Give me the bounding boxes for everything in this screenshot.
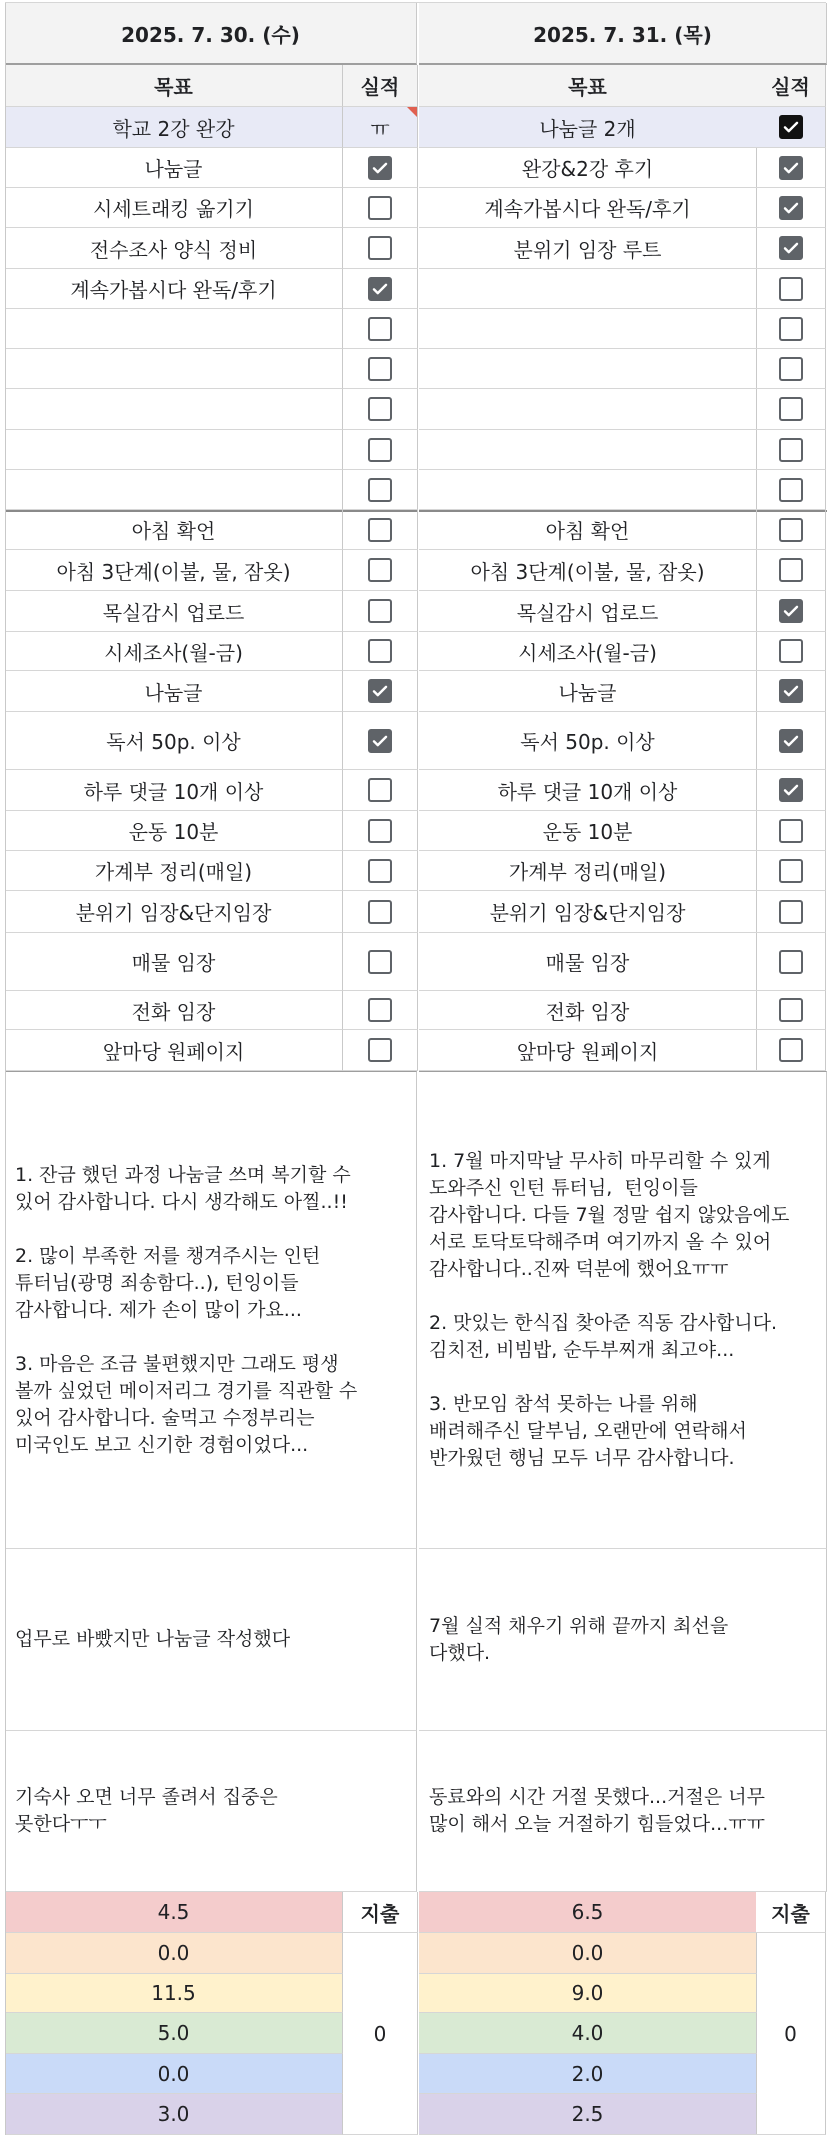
routine-cell[interactable]: 시세조사(월-금)	[419, 632, 757, 671]
routine-result-cell[interactable]	[756, 770, 826, 811]
routine-cell[interactable]: 가계부 정리(매일)	[5, 851, 343, 891]
goal-checkbox[interactable]	[368, 397, 392, 421]
routine-cell[interactable]: 나눔글	[5, 671, 343, 712]
time-value-cell[interactable]: 3.0	[5, 2094, 343, 2135]
goal-checkbox[interactable]	[779, 277, 803, 301]
reflection-text: 기숙사 오면 너무 졸려서 집중은 못한다ㅜㅜ	[15, 1786, 278, 1835]
goal-checkbox[interactable]	[368, 317, 392, 341]
goal-cell[interactable]	[419, 349, 757, 389]
routine-checkbox[interactable]	[779, 900, 803, 924]
routine-checkbox[interactable]	[779, 558, 803, 582]
goal-checkbox[interactable]	[779, 156, 803, 180]
routine-checkbox[interactable]	[368, 679, 392, 703]
expense-value-cell[interactable]: 0	[343, 1933, 418, 2135]
routine-result-cell[interactable]	[756, 991, 826, 1030]
time-value-cell[interactable]: 0.0	[5, 1933, 343, 1974]
routine-result-cell[interactable]	[343, 770, 418, 811]
checkmark-icon	[371, 159, 389, 177]
checkmark-icon	[782, 781, 800, 799]
goal-cell[interactable]: 분위기 임장 루트	[419, 228, 757, 269]
goal-cell[interactable]: 계속가봅시다 완독/후기	[419, 188, 757, 228]
routine-result-cell[interactable]	[343, 712, 418, 770]
goal-checkbox[interactable]	[368, 156, 392, 180]
routine-cell[interactable]: 전화 임장	[419, 991, 757, 1030]
routine-cell[interactable]: 아침 확언	[5, 510, 343, 550]
routine-result-cell[interactable]	[343, 632, 418, 671]
result-column-header: 실적	[343, 65, 418, 107]
checkmark-icon	[371, 682, 389, 700]
routine-checkbox[interactable]	[368, 778, 392, 802]
routine-cell[interactable]: 앞마당 원페이지	[419, 1030, 757, 1071]
date-label: 2025. 7. 31. (목)	[533, 22, 712, 47]
goal-result-cell[interactable]	[343, 309, 418, 349]
routine-checkbox[interactable]	[779, 729, 803, 753]
routine-checkbox[interactable]	[779, 859, 803, 883]
routine-checkbox[interactable]	[368, 518, 392, 542]
routine-result-cell[interactable]	[756, 811, 826, 851]
routine-result-cell[interactable]	[756, 1030, 826, 1071]
goal-result-cell[interactable]	[756, 228, 826, 269]
goal-checkbox[interactable]	[368, 478, 392, 502]
praise-cell[interactable]	[5, 1549, 417, 1731]
routine-cell[interactable]: 시세조사(월-금)	[5, 632, 343, 671]
goal-cell[interactable]	[5, 389, 343, 430]
routine-cell[interactable]: 아침 3단계(이불, 물, 잠옷)	[419, 550, 757, 591]
checkmark-icon	[371, 732, 389, 750]
goal-result-cell[interactable]	[343, 430, 418, 470]
goal-cell[interactable]: 나눔글	[5, 148, 343, 188]
routine-cell[interactable]: 분위기 임장&단지임장	[419, 891, 757, 933]
routine-checkbox[interactable]	[779, 998, 803, 1022]
routine-result-cell[interactable]	[756, 510, 826, 550]
goal-result-cell[interactable]	[756, 349, 826, 389]
routine-result-cell[interactable]	[343, 991, 418, 1030]
routine-checkbox[interactable]	[368, 599, 392, 623]
checkmark-icon	[782, 239, 800, 257]
routine-result-cell[interactable]	[343, 811, 418, 851]
gratitude-text: 1. 잔금 했던 과정 나눔글 쓰며 복기할 수 있어 감사합니다. 다시 생각해도 아찔..!! 2. 많이 부족한 저를 챙겨주시는 인턴 튜터님(광명 죄송함다..), 턴잉이들 감사합니다. 제가 손이 많이 가요... 3. 마음은 조금 불편했지만 그래도 평생 볼까 싶었던 메이저리그 경기를 직관할 수 있어 감사합니다. 술먹고 수정부리는 미국인도 보고 신기한 경험이었다...	[15, 1163, 358, 1456]
goal-cell[interactable]	[5, 430, 343, 470]
routine-result-cell[interactable]	[343, 891, 418, 933]
goal-result-cell[interactable]	[756, 309, 826, 349]
routine-checkbox[interactable]	[779, 1038, 803, 1062]
date-label: 2025. 7. 30. (수)	[121, 22, 300, 47]
routine-cell[interactable]: 매물 임장	[419, 933, 757, 991]
top-goal-checkbox[interactable]	[779, 115, 803, 139]
date-header	[419, 3, 827, 65]
sheet-top-border	[5, 2, 826, 3]
goal-checkbox[interactable]	[779, 397, 803, 421]
routine-cell[interactable]: 아침 확언	[419, 510, 757, 550]
time-value-cell[interactable]: 6.5	[419, 1892, 757, 1933]
routine-result-cell[interactable]	[343, 933, 418, 991]
routine-checkbox[interactable]	[368, 859, 392, 883]
expense-header: 지출	[756, 1892, 826, 1933]
time-value-cell[interactable]: 2.5	[419, 2094, 757, 2135]
routine-checkbox[interactable]	[368, 819, 392, 843]
routine-result-cell[interactable]	[343, 1030, 418, 1071]
routine-cell[interactable]: 독서 50p. 이상	[5, 712, 343, 770]
routine-result-cell[interactable]	[756, 712, 826, 770]
reflection-cell[interactable]	[5, 1731, 417, 1892]
top-goal-cell[interactable]: 나눔글 2개	[419, 107, 757, 148]
goal-cell[interactable]	[419, 470, 757, 510]
sheet-left-border	[5, 3, 6, 2135]
routine-checkbox[interactable]	[779, 518, 803, 542]
goal-column-header: 목표	[419, 65, 757, 107]
goal-result-cell[interactable]	[343, 269, 418, 309]
routine-checkbox[interactable]	[368, 900, 392, 924]
routine-cell[interactable]: 가계부 정리(매일)	[419, 851, 757, 891]
routine-result-cell[interactable]	[756, 851, 826, 891]
goal-column-header: 목표	[5, 65, 343, 107]
routine-checkbox[interactable]	[368, 950, 392, 974]
routine-result-cell[interactable]	[343, 851, 418, 891]
goal-checkbox[interactable]	[368, 438, 392, 462]
routine-checkbox[interactable]	[779, 950, 803, 974]
goal-result-cell[interactable]	[343, 389, 418, 430]
time-value-cell[interactable]: 0.0	[419, 1933, 757, 1974]
routine-result-cell[interactable]	[756, 591, 826, 632]
goal-cell[interactable]: 시세트래킹 옮기기	[5, 188, 343, 228]
goal-checkbox[interactable]	[779, 438, 803, 462]
routine-cell[interactable]: 분위기 임장&단지임장	[5, 891, 343, 933]
goal-cell[interactable]	[419, 430, 757, 470]
goal-checkbox[interactable]	[779, 478, 803, 502]
time-value-cell[interactable]: 11.5	[5, 1974, 343, 2013]
goal-cell[interactable]	[5, 470, 343, 510]
routine-cell[interactable]: 운동 10분	[419, 811, 757, 851]
top-goal-result-cell[interactable]	[756, 107, 826, 148]
routine-result-cell[interactable]	[756, 671, 826, 712]
checkmark-icon	[782, 199, 800, 217]
routine-result-cell[interactable]	[343, 671, 418, 712]
routine-cell[interactable]: 하루 댓글 10개 이상	[5, 770, 343, 811]
routine-result-cell[interactable]	[343, 591, 418, 632]
goal-cell[interactable]	[419, 269, 757, 309]
reflection-cell[interactable]	[419, 1731, 827, 1892]
routine-result-cell[interactable]	[343, 550, 418, 591]
goal-result-cell[interactable]	[343, 228, 418, 269]
goal-cell[interactable]: 전수조사 양식 정비	[5, 228, 343, 269]
routine-checkbox[interactable]	[368, 558, 392, 582]
praise-cell[interactable]	[419, 1549, 827, 1731]
routine-cell[interactable]: 아침 3단계(이불, 물, 잠옷)	[5, 550, 343, 591]
goal-cell[interactable]	[419, 389, 757, 430]
routine-checkbox[interactable]	[779, 639, 803, 663]
routine-result-cell[interactable]	[756, 632, 826, 671]
routine-checkbox[interactable]	[779, 778, 803, 802]
checkmark-icon	[371, 280, 389, 298]
time-value-cell[interactable]: 4.0	[419, 2013, 757, 2054]
result-note: ㅠ	[370, 116, 390, 141]
goal-result-cell[interactable]	[756, 430, 826, 470]
checkmark-icon	[782, 682, 800, 700]
routine-cell[interactable]: 앞마당 원페이지	[5, 1030, 343, 1071]
routine-checkbox[interactable]	[779, 679, 803, 703]
time-value-cell[interactable]: 9.0	[419, 1974, 757, 2013]
routine-checkbox[interactable]	[368, 729, 392, 753]
goal-result-cell[interactable]	[343, 148, 418, 188]
goal-cell[interactable]	[5, 309, 343, 349]
top-goal-cell[interactable]: 학교 2강 완강	[5, 107, 343, 148]
praise-text: 7월 실적 채우기 위해 끝까지 최선을 다했다.	[429, 1614, 729, 1664]
checkmark-icon	[782, 159, 800, 177]
goal-checkbox[interactable]	[368, 357, 392, 381]
goal-cell[interactable]	[419, 309, 757, 349]
routine-cell[interactable]: 독서 50p. 이상	[419, 712, 757, 770]
time-value-cell[interactable]: 4.5	[5, 1892, 343, 1933]
routine-checkbox[interactable]	[779, 599, 803, 623]
gratitude-cell[interactable]	[419, 1071, 827, 1549]
comment-indicator-icon	[407, 107, 417, 117]
gratitude-text: 1. 7월 마지막날 무사히 마무리할 수 있게 도와주신 인턴 튜터님, 턴잉이들 감사합니다. 다들 7월 정말 쉽지 않았음에도 서로 토닥토닥해주며 여기까지 올 수 있어 감사합니다..진짜 덕분에 했어요ㅠㅠ 2. 맛있는 한식집 찾아준 직동 감사합니다. 김치전, 비빔밥, 순두부찌개 최고야... 3. 반모임 참석 못하는 나를 위해 배려해주신 달부님, 오랜만에 연락해서 반가웠던 행님 모두 너무 감사합니다.	[429, 1150, 790, 1469]
date-header	[5, 3, 417, 65]
routine-checkbox[interactable]	[368, 998, 392, 1022]
routine-cell[interactable]: 목실감시 업로드	[419, 591, 757, 632]
routine-checkbox[interactable]	[368, 1038, 392, 1062]
routine-result-cell[interactable]	[756, 891, 826, 933]
routine-result-cell[interactable]	[343, 510, 418, 550]
goal-checkbox[interactable]	[779, 317, 803, 341]
goal-checkbox[interactable]	[368, 277, 392, 301]
goal-result-cell[interactable]	[756, 148, 826, 188]
goal-result-cell[interactable]	[343, 470, 418, 510]
routine-cell[interactable]: 목실감시 업로드	[5, 591, 343, 632]
goal-result-cell[interactable]	[756, 269, 826, 309]
praise-text: 업무로 바빴지만 나눔글 작성했다	[15, 1628, 291, 1650]
time-value-cell[interactable]: 0.0	[5, 2054, 343, 2094]
goal-cell[interactable]: 계속가봅시다 완독/후기	[5, 269, 343, 309]
goal-checkbox[interactable]	[368, 236, 392, 260]
goal-result-cell[interactable]	[756, 188, 826, 228]
goal-cell[interactable]	[5, 349, 343, 389]
checkmark-icon	[782, 118, 800, 136]
routine-cell[interactable]: 매물 임장	[5, 933, 343, 991]
routine-checkbox[interactable]	[779, 819, 803, 843]
goal-checkbox[interactable]	[779, 357, 803, 381]
routine-cell[interactable]: 하루 댓글 10개 이상	[419, 770, 757, 811]
routine-result-cell[interactable]	[756, 933, 826, 991]
gratitude-cell[interactable]	[5, 1071, 417, 1549]
time-value-cell[interactable]: 5.0	[5, 2013, 343, 2054]
goal-result-cell[interactable]	[343, 349, 418, 389]
checkmark-icon	[782, 732, 800, 750]
routine-cell[interactable]: 나눔글	[419, 671, 757, 712]
routine-checkbox[interactable]	[368, 639, 392, 663]
goal-result-cell[interactable]	[343, 188, 418, 228]
top-goal-result-cell[interactable]	[343, 107, 418, 148]
result-column-header: 실적	[756, 65, 826, 107]
routine-result-cell[interactable]	[756, 550, 826, 591]
goal-result-cell[interactable]	[756, 389, 826, 430]
goal-cell[interactable]: 완강&2강 후기	[419, 148, 757, 188]
reflection-text: 동료와의 시간 거절 못했다...거절은 너무 많이 해서 오늘 거절하기 힘들었다...ㅠㅠ	[429, 1786, 765, 1835]
goal-checkbox[interactable]	[779, 236, 803, 260]
routine-cell[interactable]: 운동 10분	[5, 811, 343, 851]
goal-checkbox[interactable]	[779, 196, 803, 220]
time-value-cell[interactable]: 2.0	[419, 2054, 757, 2094]
routine-cell[interactable]: 전화 임장	[5, 991, 343, 1030]
goal-result-cell[interactable]	[756, 470, 826, 510]
goal-checkbox[interactable]	[368, 196, 392, 220]
expense-value-cell[interactable]: 0	[756, 1933, 826, 2135]
expense-header: 지출	[343, 1892, 418, 1933]
checkmark-icon	[782, 602, 800, 620]
